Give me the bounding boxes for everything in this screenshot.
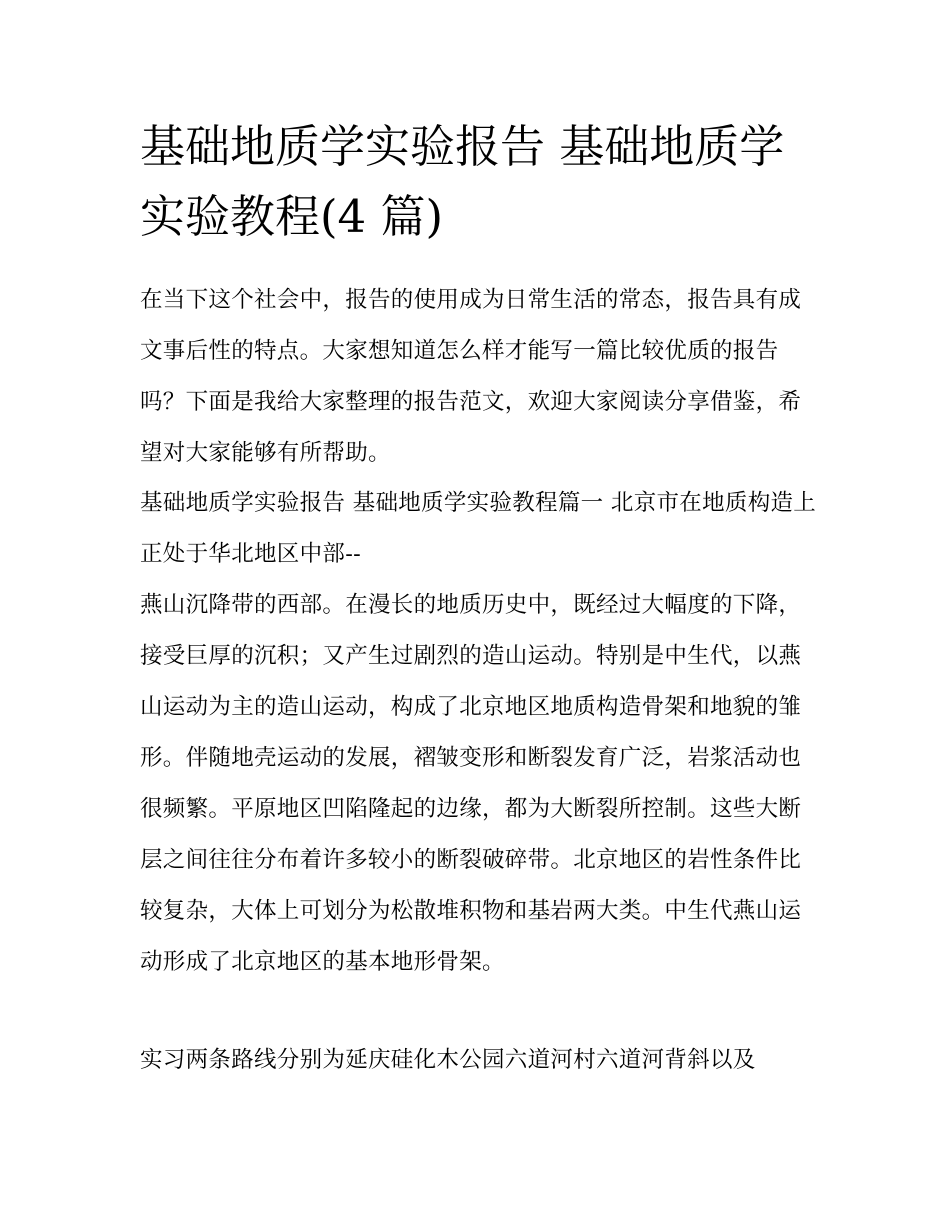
intro-paragraph: 在当下这个社会中，报告的使用成为日常生活的常态，报告具有成文事后性的特点。大家想知道怎么样才能写一篇比较优质的报告吗？下面是我给大家整理的报告范文，欢迎大家阅读分享借鉴，希望对大家能够有所帮助。	[140, 287, 802, 466]
route-paragraph: 实习两条路线分别为延庆硅化木公园六道河村六道河背斜以及	[140, 1047, 756, 1073]
geology-paragraph: 燕山沉降带的西部。在漫长的地质历史中，既经过大幅度的下降，接受巨厚的沉积；又产生过剧烈的造山运动。特别是中生代，以燕山运动为主的造山运动，构成了北京地区地质构造骨架和地貌的雏形。伴随地壳运动的发展，褶皱变形和断裂发育广泛，岩浆活动也很频繁。平原地区凹陷隆起的边缘，都为大断裂所控制。这些大断层之间往往分布着许多较小的断裂破碎带。北京地区的岩性条件比较复杂，大体上可划分为松散堆积物和基岩两大类。中生代燕山运动形成了北京地区的基本地形骨架。	[140, 592, 802, 975]
section-heading-paragraph: 基础地质学实验报告 基础地质学实验教程篇一 北京市在地质构造上正处于华北地区中部--	[140, 490, 817, 567]
document-title: 基础地质学实验报告 基础地质学实验教程(4 篇)	[140, 120, 785, 243]
